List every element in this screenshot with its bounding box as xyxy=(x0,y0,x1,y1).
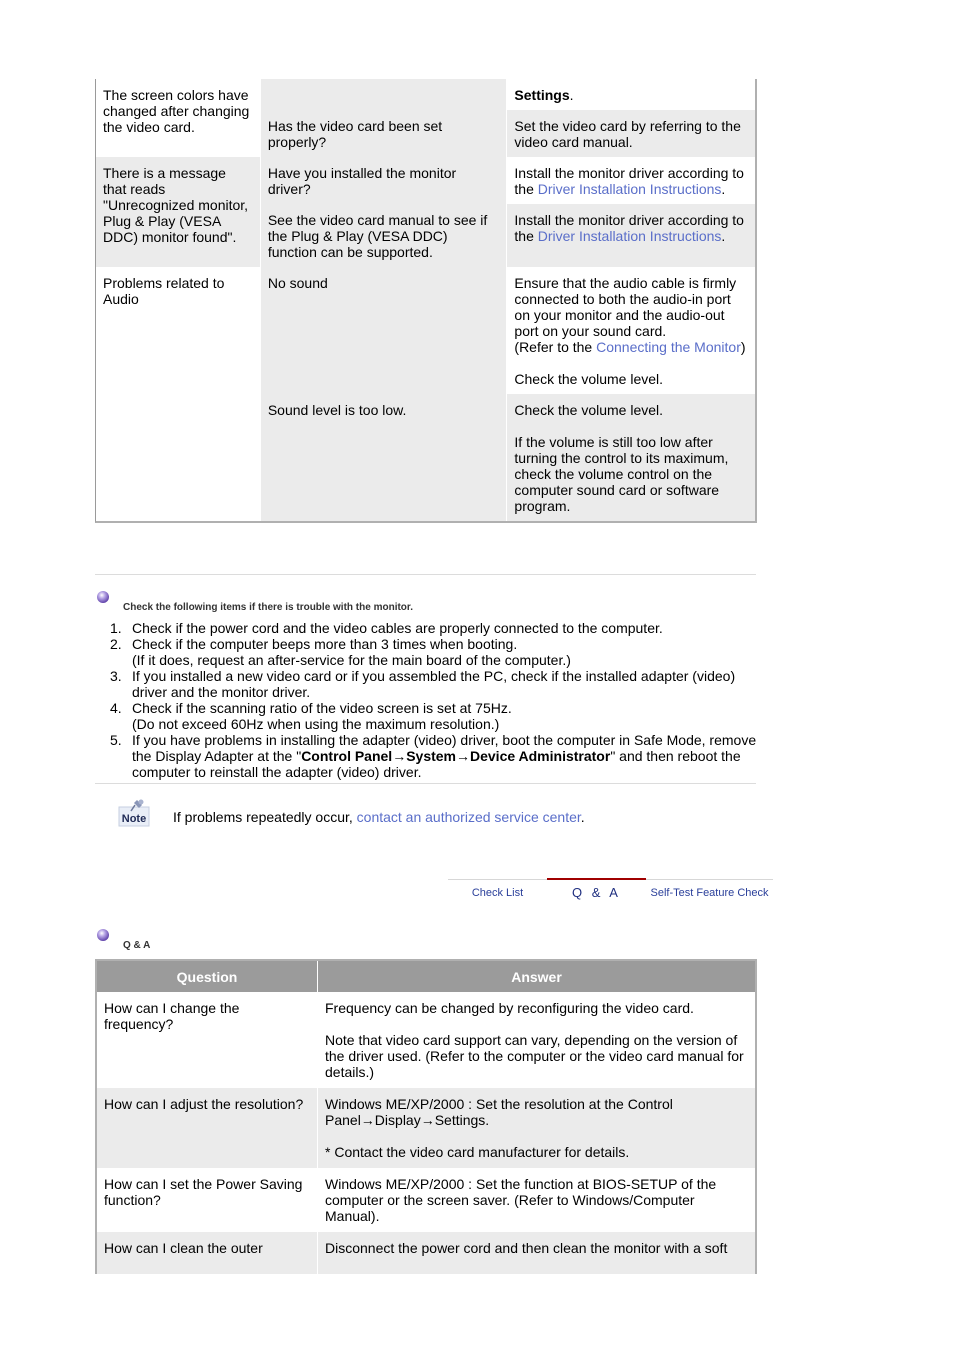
driver-installation-link[interactable]: Driver Installation Instructions xyxy=(537,228,722,244)
symptom-cell: Problems related to Audio xyxy=(96,267,260,521)
solution-cell: Set the video card by referring to the video card manual. xyxy=(506,110,755,157)
solution-cell: Install the monitor driver according to the Driver Installation Instructions. xyxy=(506,204,755,267)
column-header-question: Question xyxy=(97,961,317,992)
driver-installation-link[interactable]: Driver Installation Instructions xyxy=(537,181,722,197)
section-heading: Check the following items if there is trouble with the monitor. xyxy=(123,602,414,613)
section-heading: Q & A xyxy=(123,940,151,951)
solution-cell: Check the volume level. If the volume is still too low after turning the control to its maximum, check the volume control on the computer sound card or software program. xyxy=(506,394,755,521)
troubleshooting-table xyxy=(95,79,757,523)
check-cell xyxy=(260,79,507,110)
list-item: 2. Check if the computer beeps more than 3 times when booting. (If it does, request an after-service for the main board of the computer.) xyxy=(110,636,571,668)
tab-self-test[interactable]: Self-Test Feature Check xyxy=(646,878,773,904)
table-row: How can I clean the outer Disconnect the power cord and then clean the monitor with a soft xyxy=(97,1232,755,1274)
connecting-monitor-link[interactable]: Connecting the Monitor xyxy=(596,339,741,355)
list-item: 1. Check if the power cord and the video cables are properly connected to the computer. xyxy=(110,620,663,636)
check-list xyxy=(110,620,760,780)
table-row: How can I change the frequency? Frequency can be changed by reconfiguring the video card. Note that video card support can vary, depending on the version of the driver used. (Refer to the computer or the video card manual for details.) xyxy=(97,992,755,1088)
qa-table xyxy=(95,959,757,1274)
note-icon xyxy=(118,799,150,827)
divider xyxy=(95,783,756,784)
symptom-cell: There is a message that reads "Unrecognized monitor, Plug & Play (VESA DDC) monitor found". xyxy=(96,157,260,267)
check-cell: Has the video card been set properly? xyxy=(260,110,507,157)
solution-cell: Settings. xyxy=(506,79,755,110)
bullet-icon xyxy=(97,591,109,603)
list-item: 3. If you installed a new video card or if you assembled the PC, check if the installed adapter (video) driver and the monitor driver. xyxy=(110,668,736,700)
check-cell: No sound xyxy=(260,267,507,394)
check-cell: Have you installed the monitor driver? xyxy=(260,157,507,204)
solution-cell: Ensure that the audio cable is firmly connected to both the audio-in port on your monitor and the audio-out port on your sound card. (Refer to the Connecting the Monitor) Check the volume level. xyxy=(506,267,755,394)
table-row: How can I adjust the resolution? Windows ME/XP/2000 : Set the resolution at the Control Panel→Display→Settings. * Contact the video card manufacturer for details. xyxy=(97,1088,755,1168)
list-item: 4. Check if the scanning ratio of the video screen is set at 75Hz. (Do not exceed 60Hz when using the maximum resolution.) xyxy=(110,700,512,732)
tab-check-list[interactable]: Check List xyxy=(448,878,547,904)
divider xyxy=(95,574,756,575)
service-center-link[interactable]: contact an authorized service center xyxy=(356,809,581,825)
list-item: 5. If you have problems in installing the adapter (video) driver, boot the computer in Safe Mode, remove the Display Adapter at the "Control Panel→System→Device Administrator" and then reboot the computer to reinstall the adapter (video) driver. xyxy=(110,732,757,780)
tab-bar xyxy=(448,878,773,904)
column-header-answer: Answer xyxy=(317,961,755,992)
table-row: How can I set the Power Saving function? Windows ME/XP/2000 : Set the function at BIOS-SETUP of the computer or the screen saver. (Refer to Windows/Computer Manual). xyxy=(97,1168,755,1232)
bullet-icon xyxy=(97,929,109,941)
symptom-cell: The screen colors have changed after changing the video card. xyxy=(96,79,260,157)
tab-qa[interactable]: Q & A xyxy=(547,878,646,904)
solution-cell: Install the monitor driver according to the Driver Installation Instructions. xyxy=(506,157,755,204)
check-cell: Sound level is too low. xyxy=(260,394,507,521)
note-icon-label: Note xyxy=(121,813,147,825)
note-text: If problems repeatedly occur, contact an authorized service center. xyxy=(173,809,585,825)
check-cell: See the video card manual to see if the Plug & Play (VESA DDC) function can be supported. xyxy=(260,204,507,267)
